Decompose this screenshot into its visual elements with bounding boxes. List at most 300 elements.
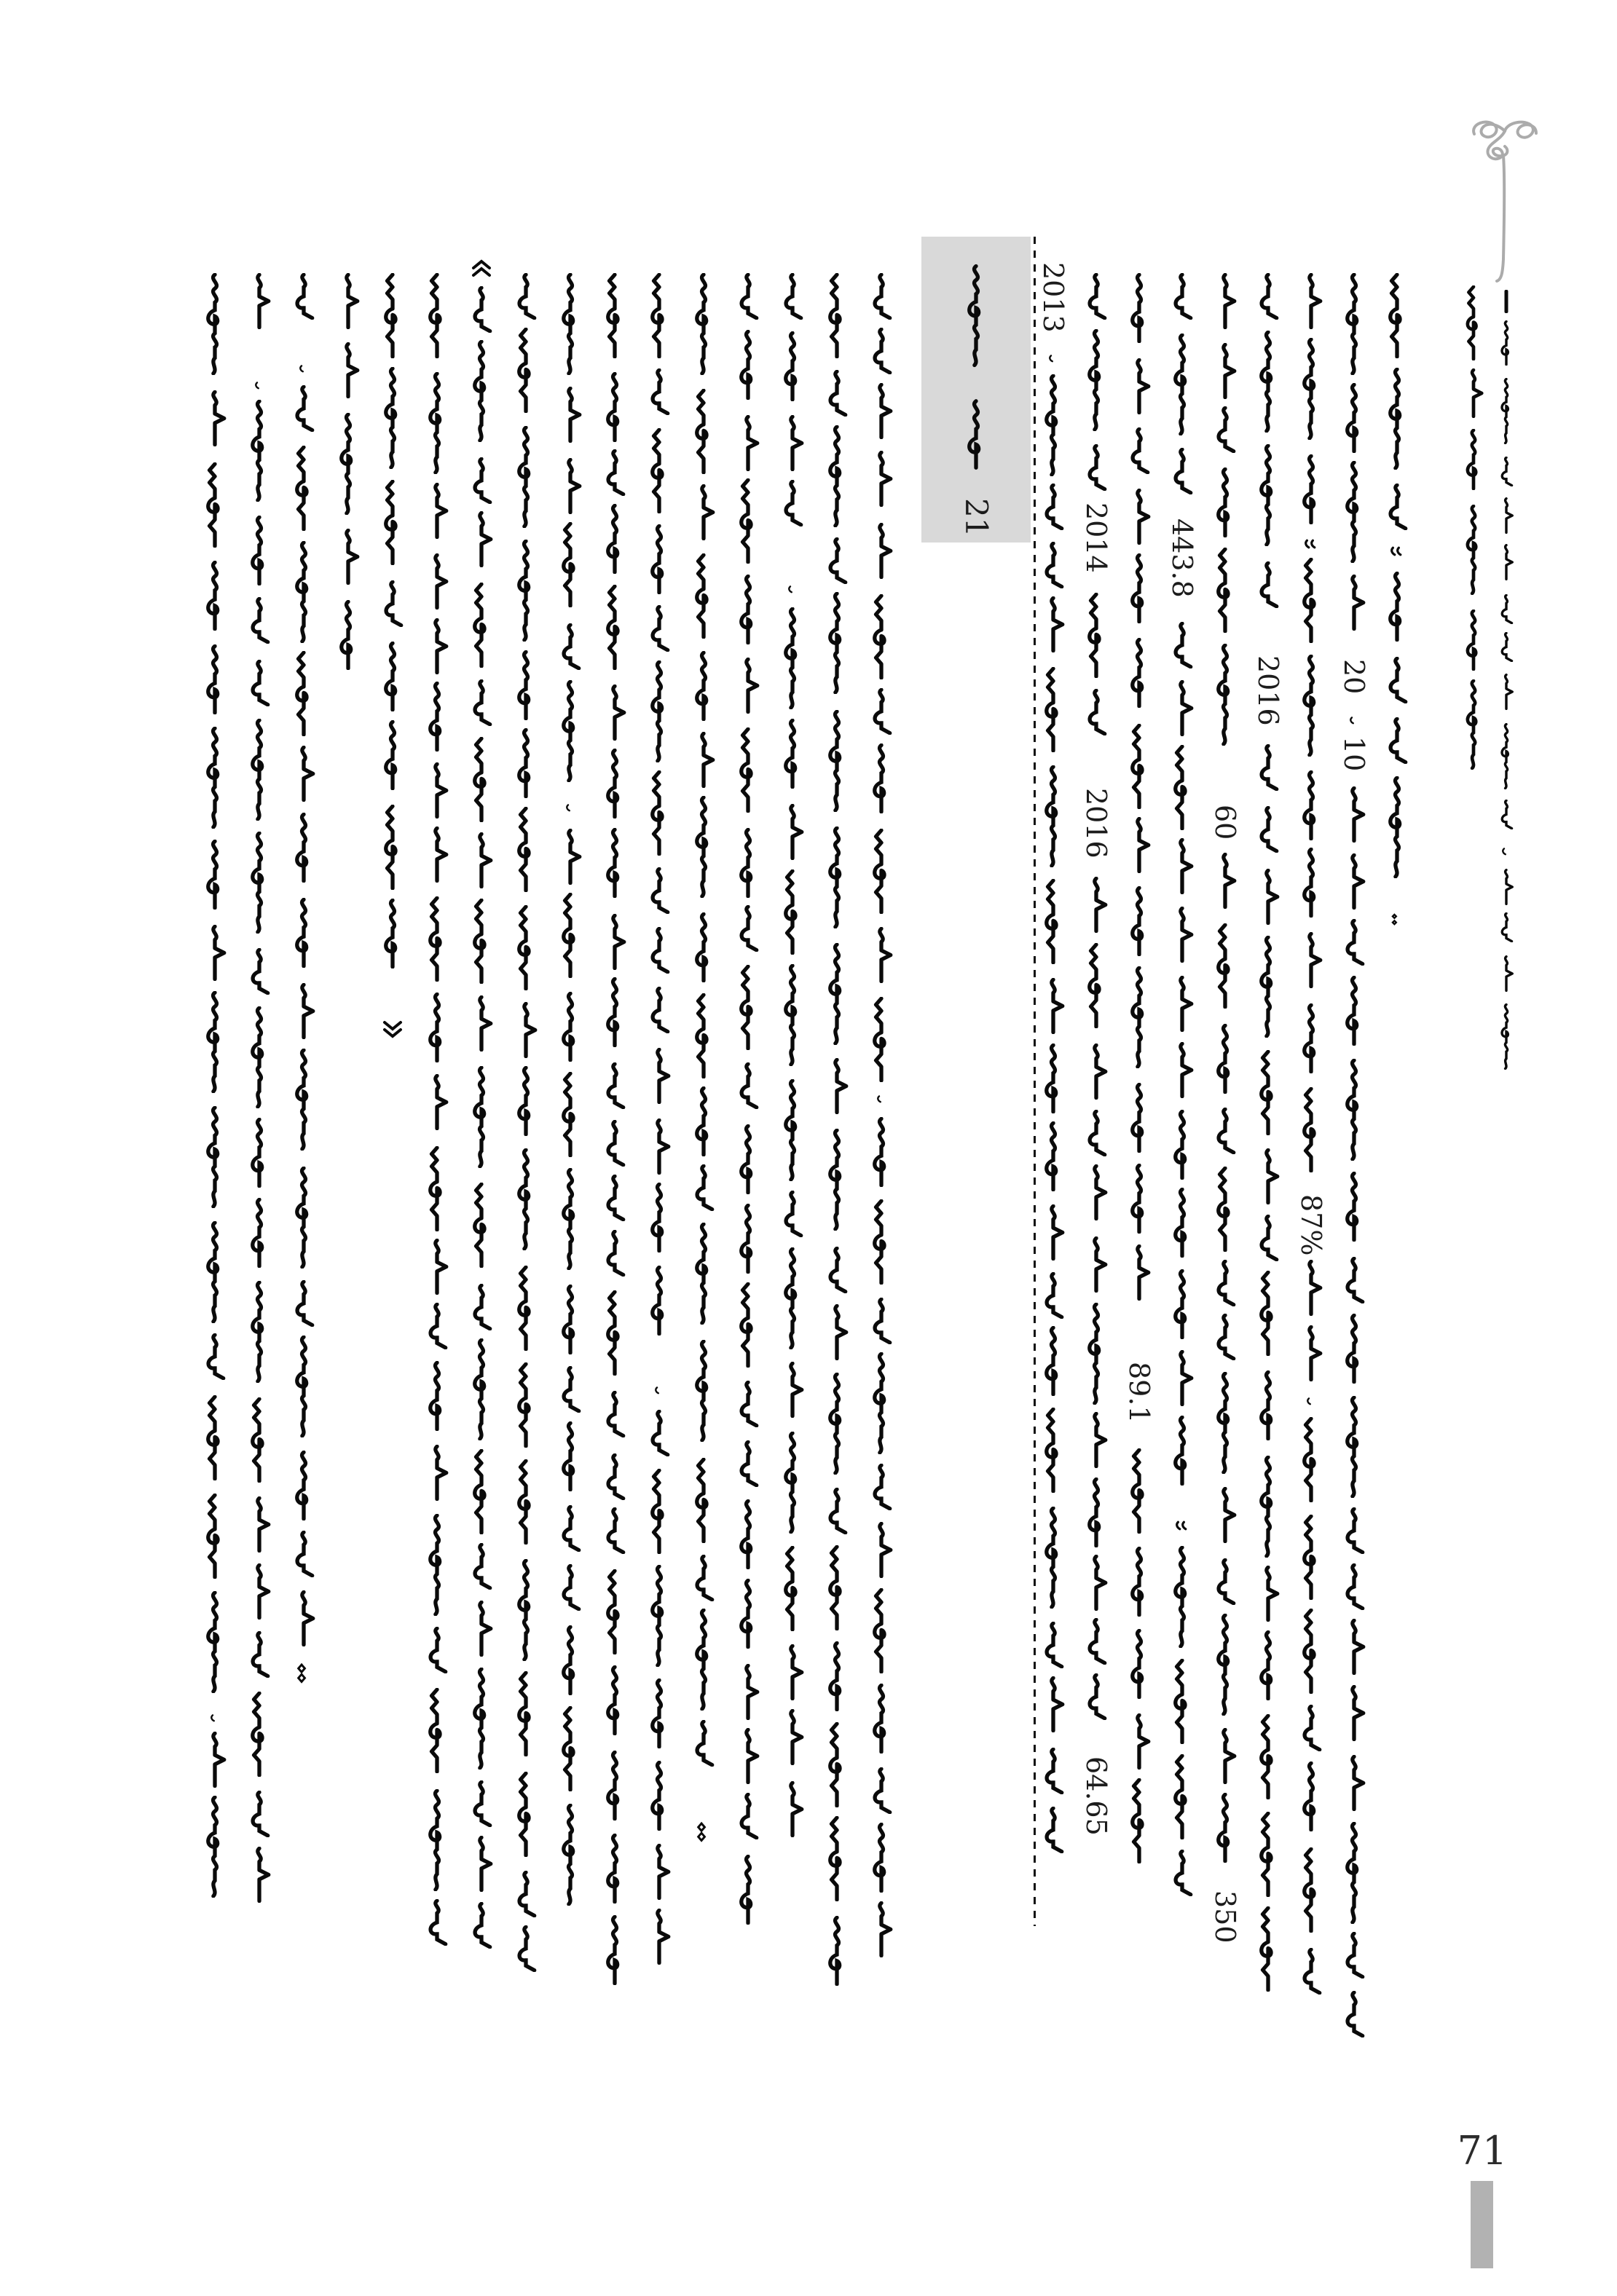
mongolian-word-glyph [380, 480, 405, 565]
mongolian-word-glyph [1299, 932, 1323, 988]
mongolian-word-glyph [825, 1488, 849, 1534]
mongolian-word-glyph [1127, 817, 1152, 873]
header-dash [1505, 290, 1508, 313]
mongolian-word-glyph [1041, 765, 1066, 867]
mongolian-word-glyph [1256, 936, 1280, 1038]
text-column-body-col-3 [780, 273, 805, 1840]
mongolian-word-glyph [825, 537, 849, 584]
mongolian-word-glyph [202, 727, 227, 829]
mongolian-word-glyph [1213, 1614, 1238, 1716]
mongolian-word-glyph [869, 1901, 894, 1957]
mongolian-word-glyph [691, 1458, 716, 1543]
mongolian-word-glyph [1498, 594, 1514, 624]
mongolian-word-glyph [558, 829, 583, 885]
mongolian-word-glyph [647, 428, 672, 513]
mongolian-comma-mark [564, 801, 577, 814]
mongolian-word-glyph [1213, 343, 1238, 399]
mongolian-word-glyph [1498, 912, 1514, 942]
mongolian-word-glyph [1213, 468, 1238, 537]
page-number: 71 [1457, 2128, 1508, 2174]
mongolian-word-glyph [691, 484, 716, 540]
mongolian-word-glyph [247, 1692, 272, 1777]
mongolian-word-glyph [869, 1298, 894, 1344]
mongolian-word-glyph [514, 1671, 538, 1756]
mongolian-comma-mark [1500, 845, 1513, 858]
mongolian-word-glyph [291, 1280, 316, 1327]
mongolian-word-glyph [1299, 848, 1323, 918]
mongolian-word-glyph [514, 905, 538, 990]
mongolian-word-glyph [602, 504, 627, 574]
mongolian-word-glyph [1213, 406, 1238, 453]
mongolian-word-glyph [869, 1464, 894, 1510]
mongolian-word-glyph [1041, 484, 1066, 530]
mongolian-word-glyph [1213, 1024, 1238, 1094]
mongolian-word-glyph [1463, 609, 1484, 671]
mongolian-word-glyph [1256, 806, 1280, 853]
mongolian-word-glyph [964, 247, 988, 384]
mongolian-word-glyph [780, 1644, 805, 1700]
mongolian-word-glyph [825, 1304, 849, 1360]
mongolian-word-glyph [647, 987, 672, 1033]
mongolian-word-glyph [1041, 1121, 1066, 1191]
mongolian-word-glyph [469, 286, 494, 333]
mongolian-word-glyph [425, 1627, 449, 1673]
mongolian-word-glyph [514, 1002, 538, 1058]
mongolian-word-glyph [780, 480, 805, 526]
mongolian-word-glyph [1256, 331, 1280, 433]
mongolian-word-glyph [1084, 1478, 1109, 1547]
mongolian-word-glyph [1342, 1314, 1366, 1384]
mongolian-word-glyph [602, 1915, 627, 1985]
mongolian-word-glyph [602, 749, 627, 818]
mongolian-word-glyph [780, 415, 805, 471]
mongolian-word-glyph [1463, 679, 1484, 770]
mongolian-word-glyph [1170, 1850, 1195, 1896]
mongolian-word-glyph [1170, 907, 1195, 963]
mongolian-word-glyph [247, 516, 272, 585]
mongolian-word-glyph [1084, 329, 1109, 431]
mongolian-word-glyph [869, 927, 894, 983]
section-number: 21 [959, 497, 994, 537]
mongolian-word-glyph [736, 1793, 760, 1839]
mongolian-word-glyph [247, 1496, 272, 1553]
mongolian-word-glyph [602, 1175, 627, 1221]
mongolian-word-glyph [869, 688, 894, 735]
embedded-number: 443.8 [1166, 518, 1198, 598]
text-column-stats-col-3 [1295, 273, 1327, 2032]
mongolian-word-glyph [1256, 744, 1280, 791]
mongolian-word-glyph [202, 1494, 227, 1579]
mongolian-word-glyph [1299, 454, 1323, 524]
mongolian-word-glyph [247, 1006, 272, 1108]
mongolian-word-glyph [425, 1146, 449, 1231]
mongolian-word-glyph [825, 592, 849, 694]
mongolian-word-glyph [336, 600, 361, 670]
mongolian-word-glyph [736, 1062, 760, 1109]
mongolian-word-glyph [514, 273, 538, 320]
mongolian-word-glyph [1256, 1630, 1280, 1700]
mongolian-word-glyph [291, 1049, 316, 1151]
mongolian-word-glyph [736, 330, 760, 400]
mongolian-word-glyph [1213, 644, 1238, 746]
mongolian-word-glyph [1498, 869, 1514, 905]
mongolian-word-glyph [202, 1591, 227, 1693]
mongolian-word-glyph [691, 1340, 716, 1442]
mongolian-word-glyph [602, 1453, 627, 1500]
mongolian-word-glyph [336, 529, 361, 585]
mongolian-word-glyph [869, 743, 894, 813]
mongolian-word-glyph [514, 807, 538, 892]
mongolian-end-mark [696, 1818, 712, 1845]
mongolian-word-glyph [736, 1282, 760, 1368]
mongolian-word-glyph [202, 1106, 227, 1208]
mongolian-word-glyph [647, 1048, 672, 1104]
mongolian-word-glyph [602, 914, 627, 970]
mongolian-word-glyph [202, 1333, 227, 1380]
embedded-number: 87% [1295, 1194, 1327, 1256]
mongolian-comma-mark [1348, 714, 1361, 727]
mongolian-word-glyph [202, 991, 227, 1093]
mongolian-word-glyph [736, 1499, 760, 1569]
mongolian-word-glyph [825, 1247, 849, 1293]
mongolian-word-glyph [1498, 632, 1514, 662]
mongolian-word-glyph [869, 1352, 894, 1454]
mongolian-word-glyph [558, 680, 583, 782]
text-column-body-col-11 [425, 273, 449, 1990]
mongolian-word-glyph [380, 642, 405, 711]
mongolian-word-glyph [869, 1767, 894, 1814]
mongolian-word-glyph [1299, 1515, 1323, 1600]
mongolian-word-glyph [647, 1183, 672, 1252]
mongolian-word-glyph [1498, 320, 1514, 366]
mongolian-word-glyph [647, 524, 672, 594]
mongolian-word-glyph [691, 553, 716, 639]
mongolian-word-glyph [1256, 1812, 1280, 1897]
mongolian-word-glyph [647, 1119, 672, 1175]
mongolian-word-glyph [469, 511, 494, 567]
mongolian-word-glyph [1498, 457, 1514, 486]
mongolian-word-glyph [425, 1361, 449, 1431]
mongolian-word-glyph [825, 710, 849, 812]
mongolian-word-glyph [780, 1191, 805, 1237]
mongolian-word-glyph [1463, 505, 1484, 595]
mongolian-word-glyph [736, 1664, 760, 1720]
text-column-body-col-10 [469, 259, 494, 1983]
mongolian-word-glyph [425, 1789, 449, 1891]
embedded-number: 64.65 [1080, 1756, 1112, 1836]
section-heading-words [964, 247, 988, 534]
mongolian-word-glyph [825, 370, 849, 417]
mongolian-word-glyph [1084, 1673, 1109, 1720]
mongolian-word-glyph [691, 993, 716, 1078]
mongolian-word-glyph [558, 522, 583, 607]
mongolian-word-glyph [514, 1362, 538, 1448]
mongolian-word-glyph [247, 597, 272, 644]
mongolian-word-glyph [558, 1285, 583, 1354]
mongolian-word-glyph [380, 580, 405, 627]
mongolian-word-glyph [514, 1459, 538, 1545]
mongolian-word-glyph [1256, 1456, 1280, 1558]
mongolian-word-glyph [425, 896, 449, 982]
mongolian-word-glyph [602, 1665, 627, 1735]
mongolian-word-glyph [425, 682, 449, 751]
mongolian-comma-mark [253, 379, 266, 392]
mongolian-word-glyph [736, 727, 760, 813]
mongolian-word-glyph [1385, 717, 1409, 764]
mongolian-word-glyph [869, 1199, 894, 1285]
embedded-number: 2013 [1037, 262, 1069, 333]
mongolian-word-glyph [1256, 1714, 1280, 1799]
text-column-body-col-8 [558, 273, 583, 1908]
mongolian-word-glyph [736, 965, 760, 1050]
mongolian-word-glyph [825, 1129, 849, 1231]
mongolian-word-glyph [1170, 838, 1195, 894]
mongolian-word-glyph [558, 1505, 583, 1552]
embedded-number: 60 [1209, 805, 1241, 840]
mongolian-word-glyph [291, 813, 316, 883]
mongolian-word-glyph [1463, 429, 1484, 490]
mongolian-word-glyph [1498, 1003, 1514, 1070]
mongolian-word-glyph [425, 1514, 449, 1616]
mongolian-comma-mark [1305, 1394, 1318, 1408]
mongolian-colon-mark [1390, 909, 1404, 929]
mongolian-word-glyph [1256, 1050, 1280, 1135]
mongolian-word-glyph [602, 1120, 627, 1167]
embedded-number: 20 [1338, 659, 1370, 695]
mongolian-word-glyph [1170, 1659, 1195, 1744]
mongolian-word-glyph [247, 400, 272, 502]
mongolian-word-glyph [869, 1684, 894, 1753]
mongolian-word-glyph [691, 1720, 716, 1767]
mongolian-word-glyph [1170, 1754, 1195, 1839]
mongolian-word-glyph [1385, 657, 1409, 703]
mongolian-word-glyph [469, 1183, 494, 1268]
mongolian-word-glyph [1342, 383, 1366, 453]
mongolian-word-glyph [291, 1451, 316, 1520]
mongolian-word-glyph [1256, 1566, 1280, 1622]
mongolian-word-glyph [1342, 1822, 1366, 1924]
mongolian-word-glyph [1342, 976, 1366, 1046]
mongolian-word-glyph [1041, 1676, 1066, 1732]
text-column-stats-col-4 [1252, 273, 1284, 2039]
mongolian-word-glyph [780, 607, 805, 709]
mongolian-word-glyph [558, 623, 583, 670]
mongolian-word-glyph [602, 1507, 627, 1554]
mongolian-word-glyph [1084, 1164, 1109, 1220]
mongolian-word-glyph [1084, 1236, 1109, 1293]
mongolian-word-glyph [602, 1391, 627, 1437]
mongolian-word-glyph [380, 805, 405, 890]
mongolian-word-glyph [1213, 923, 1238, 1009]
mongolian-word-glyph [602, 1751, 627, 1820]
mongolian-word-glyph [780, 804, 805, 860]
mongolian-word-glyph [1041, 1272, 1066, 1319]
mongolian-word-glyph [869, 1588, 894, 1673]
mongolian-word-glyph [1342, 919, 1366, 966]
mongolian-word-glyph [869, 1823, 894, 1893]
mongolian-word-glyph [247, 948, 272, 995]
mongolian-word-glyph [247, 1118, 272, 1188]
mongolian-word-glyph [825, 827, 849, 928]
mongolian-word-glyph [247, 832, 272, 934]
mongolian-word-glyph [1498, 723, 1514, 789]
text-column-stats-col-6 [1166, 273, 1198, 1908]
mongolian-word-glyph [602, 372, 627, 442]
mongolian-word-glyph [291, 273, 316, 320]
mongolian-word-glyph [736, 1440, 760, 1487]
mongolian-word-glyph [425, 483, 449, 539]
mongolian-word-glyph [247, 1791, 272, 1837]
mongolian-word-glyph [202, 925, 227, 981]
mongolian-word-glyph [1041, 1507, 1066, 1609]
mongolian-word-glyph [1342, 1563, 1366, 1610]
mongolian-word-glyph [1041, 1204, 1066, 1261]
mongolian-word-glyph [380, 720, 405, 790]
mongolian-word-glyph [1084, 1110, 1109, 1156]
mongolian-word-glyph [1127, 273, 1152, 343]
mongolian-word-glyph [602, 449, 627, 496]
mongolian-word-glyph [1041, 879, 1066, 964]
mongolian-word-glyph [558, 1168, 583, 1270]
mongolian-word-glyph [1041, 1622, 1066, 1668]
text-column-stats-col-2 [1338, 273, 1370, 2045]
mongolian-word-glyph [602, 273, 627, 358]
mongolian-word-glyph [736, 415, 760, 471]
mongolian-word-glyph [425, 1303, 449, 1349]
mongolian-word-glyph [736, 905, 760, 952]
mongolian-comma-mark [875, 1092, 888, 1105]
embedded-number: 89.1 [1123, 1362, 1155, 1424]
mongolian-word-glyph [736, 273, 760, 320]
mongolian-word-glyph [780, 1079, 805, 1181]
mongolian-word-glyph [469, 1902, 494, 1949]
mongolian-word-glyph [1299, 1087, 1323, 1172]
mongolian-word-glyph [1385, 572, 1409, 642]
mongolian-word-glyph [1299, 770, 1323, 840]
mongolian-word-glyph [1342, 1932, 1366, 1979]
mongolian-word-glyph [1041, 1326, 1066, 1396]
embedded-number: 350 [1209, 1890, 1241, 1944]
mongolian-word-glyph [869, 1522, 894, 1578]
mongolian-word-glyph [1342, 1685, 1366, 1741]
mongolian-word-glyph [1256, 444, 1280, 546]
mongolian-word-glyph [869, 594, 894, 679]
mongolian-word-glyph [691, 389, 716, 474]
mongolian-word-glyph [1342, 1172, 1366, 1242]
mongolian-word-glyph [1170, 680, 1195, 736]
mongolian-word-glyph [647, 1565, 672, 1667]
embedded-number: 2014 [1080, 502, 1112, 573]
mongolian-word-glyph [1127, 553, 1152, 623]
mongolian-word-glyph [869, 829, 894, 914]
mongolian-word-glyph [247, 1563, 272, 1620]
text-column-body-col-12 [380, 273, 405, 1039]
mongolian-word-glyph [558, 1804, 583, 1906]
mongolian-word-glyph [291, 1167, 316, 1269]
mongolian-word-glyph [469, 737, 494, 822]
mongolian-word-glyph [380, 899, 405, 968]
mongolian-word-glyph [1213, 1728, 1238, 1784]
mongolian-word-glyph [202, 462, 227, 548]
mongolian-word-glyph [291, 1590, 316, 1646]
mongolian-word-glyph [1498, 378, 1514, 444]
mongolian-word-glyph [964, 387, 988, 481]
mongolian-word-glyph [647, 1761, 672, 1831]
mongolian-word-glyph [558, 1366, 583, 1413]
mongolian-word-glyph [1170, 622, 1195, 668]
text-column-stats-col-5 [1209, 273, 1241, 1952]
mongolian-word-glyph [247, 1281, 272, 1383]
double-quote-mark [1302, 537, 1320, 551]
text-column-header-subtitle [1498, 288, 1514, 1086]
mongolian-word-glyph [1170, 334, 1195, 435]
mongolian-word-glyph [1213, 1108, 1238, 1154]
text-column-body-col-14 [291, 273, 316, 1688]
mongolian-word-glyph [1084, 1044, 1109, 1100]
mongolian-word-glyph [1256, 1271, 1280, 1356]
mongolian-word-glyph [825, 1641, 849, 1711]
mongolian-word-glyph [1041, 1748, 1066, 1794]
mongolian-word-glyph [1084, 1618, 1109, 1665]
mongolian-word-glyph [558, 1625, 583, 1695]
mongolian-word-glyph [202, 1732, 227, 1788]
page-edge-bar [1471, 2181, 1493, 2268]
mongolian-word-glyph [558, 273, 583, 375]
mongolian-word-glyph [647, 1469, 672, 1554]
mongolian-word-glyph [736, 1381, 760, 1427]
mongolian-word-glyph [825, 1058, 849, 1114]
mongolian-word-glyph [558, 893, 583, 978]
mongolian-word-glyph [202, 1796, 227, 1898]
mongolian-word-glyph [469, 1668, 494, 1770]
mongolian-word-glyph [825, 425, 849, 527]
mongolian-word-glyph [1127, 1778, 1152, 1863]
mongolian-word-glyph [691, 651, 716, 721]
mongolian-word-glyph [247, 1397, 272, 1483]
mongolian-word-glyph [1127, 966, 1152, 1068]
mongolian-word-glyph [1084, 943, 1109, 1028]
mongolian-word-glyph [1256, 1370, 1280, 1440]
mongolian-word-glyph [1299, 558, 1323, 643]
mongolian-word-glyph [736, 1204, 760, 1274]
mongolian-word-glyph [202, 561, 227, 631]
mongolian-word-glyph [736, 1728, 760, 1784]
mongolian-word-glyph [1127, 427, 1152, 474]
mongolian-word-glyph [602, 585, 627, 670]
mongolian-word-glyph [247, 273, 272, 329]
quote-open-mark [469, 259, 494, 278]
mongolian-word-glyph [647, 1909, 672, 1965]
mongolian-word-glyph [469, 1066, 494, 1168]
text-column-body-col-15 [247, 273, 272, 1904]
mongolian-word-glyph [1299, 1847, 1323, 1933]
mongolian-word-glyph [869, 328, 894, 374]
mongolian-word-glyph [1041, 667, 1066, 752]
mongolian-word-glyph [336, 273, 361, 329]
mongolian-word-glyph [647, 1678, 672, 1748]
mongolian-word-glyph [1213, 1558, 1238, 1605]
mongolian-word-glyph [469, 1780, 494, 1827]
mongolian-word-glyph [514, 1925, 538, 1972]
mongolian-word-glyph [469, 1338, 494, 1440]
text-column-body-col-16 [202, 273, 227, 1908]
text-column-stats-col-1 [1385, 273, 1409, 934]
mongolian-word-glyph [1342, 273, 1366, 375]
mongolian-word-glyph [1041, 1044, 1066, 1113]
embedded-number: 10 [1338, 736, 1370, 772]
mongolian-word-glyph [780, 1546, 805, 1631]
section-heading-box [921, 237, 1031, 543]
